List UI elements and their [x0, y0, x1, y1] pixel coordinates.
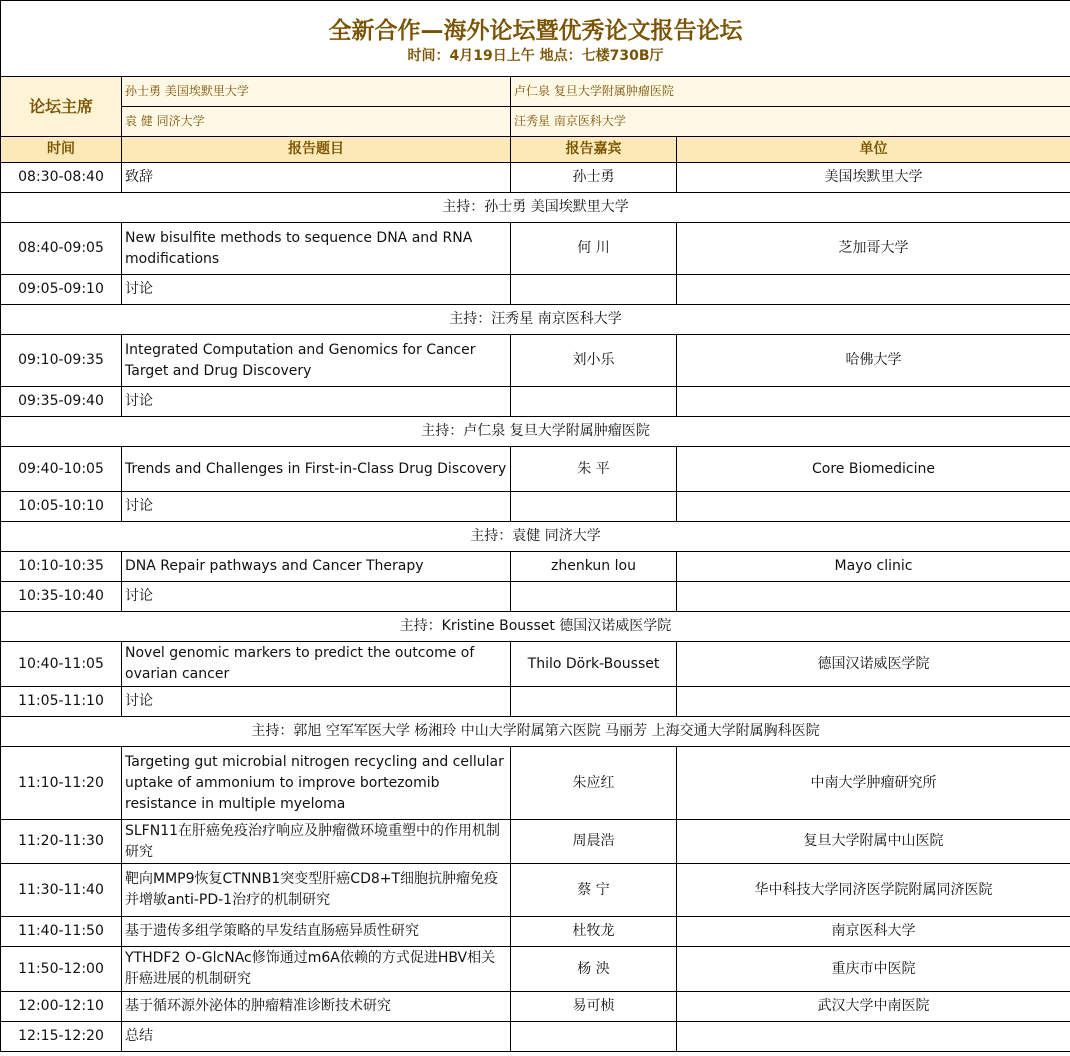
- chair-row-2: [1, 107, 1070, 137]
- speaker-cell: 朱应红: [511, 747, 677, 820]
- table-row: [1, 447, 1070, 492]
- time-cell: 09:05-09:10: [1, 275, 122, 305]
- host-text: 主持：汪秀星 南京医科大学: [1, 305, 1070, 335]
- unit-cell: 德国汉诺威医学院: [677, 642, 1070, 687]
- speaker-cell: [511, 275, 677, 305]
- topic-cell: 基于循环源外泌体的肿瘤精准诊断技术研究: [122, 992, 511, 1022]
- time-cell: 09:35-09:40: [1, 387, 122, 417]
- unit-cell: [677, 492, 1070, 522]
- time-cell: 11:40-11:50: [1, 917, 122, 947]
- speaker-cell: 孙士勇: [511, 163, 677, 193]
- speaker-cell: 蔡 宁: [511, 864, 677, 917]
- speaker-cell: [511, 492, 677, 522]
- time-cell: 11:05-11:10: [1, 687, 122, 717]
- chair-name: 孙士勇 美国埃默里大学: [122, 77, 511, 107]
- header-unit: 单位: [677, 137, 1070, 163]
- topic-cell: 总结: [122, 1022, 511, 1052]
- speaker-cell: 杨 泱: [511, 947, 677, 992]
- header-row: [1, 137, 1070, 163]
- unit-cell: 美国埃默里大学: [677, 163, 1070, 193]
- unit-cell: [677, 1022, 1070, 1052]
- topic-cell: DNA Repair pathways and Cancer Therapy: [122, 552, 511, 582]
- time-cell: 11:20-11:30: [1, 820, 122, 864]
- host-text: 主持：袁健 同济大学: [1, 522, 1070, 552]
- time-cell: 10:10-10:35: [1, 552, 122, 582]
- header-topic: 报告题目: [122, 137, 511, 163]
- title-row: [1, 1, 1070, 77]
- table-row: [1, 642, 1070, 687]
- time-cell: 09:40-10:05: [1, 447, 122, 492]
- host-row: [1, 612, 1070, 642]
- table-row: [1, 387, 1070, 417]
- topic-cell: Trends and Challenges in First-in-Class Drug Discovery: [122, 447, 511, 492]
- schedule-body: [1, 1, 1070, 1052]
- topic-cell: New bisulfite methods to sequence DNA and RNA modifications: [122, 223, 511, 275]
- topic-cell: 基于遗传多组学策略的早发结直肠癌异质性研究: [122, 917, 511, 947]
- table-row: [1, 552, 1070, 582]
- unit-cell: 武汉大学中南医院: [677, 992, 1070, 1022]
- table-row: [1, 223, 1070, 275]
- chair-name: 袁 健 同济大学: [122, 107, 511, 137]
- unit-cell: 芝加哥大学: [677, 223, 1070, 275]
- speaker-cell: [511, 1022, 677, 1052]
- host-row: [1, 717, 1070, 747]
- unit-cell: 南京医科大学: [677, 917, 1070, 947]
- time-cell: 10:35-10:40: [1, 582, 122, 612]
- time-cell: 08:40-09:05: [1, 223, 122, 275]
- topic-cell: Targeting gut microbial nitrogen recycling and cellular uptake of ammonium to improve bortezomib resistance in multiple myeloma: [122, 747, 511, 820]
- table-row: [1, 864, 1070, 917]
- chair-name: 卢仁泉 复旦大学附属肿瘤医院: [511, 77, 1070, 107]
- host-text: 主持：Kristine Bousset 德国汉诺威医学院: [1, 612, 1070, 642]
- unit-cell: [677, 387, 1070, 417]
- unit-cell: Mayo clinic: [677, 552, 1070, 582]
- table-row: [1, 947, 1070, 992]
- time-cell: 11:50-12:00: [1, 947, 122, 992]
- time-cell: 10:05-10:10: [1, 492, 122, 522]
- topic-cell: YTHDF2 O-GlcNAc修饰通过m6A依赖的方式促进HBV相关肝癌进展的机制研究: [122, 947, 511, 992]
- table-row: [1, 687, 1070, 717]
- topic-cell: SLFN11在肝癌免疫治疗响应及肿瘤微环境重塑中的作用机制研究: [122, 820, 511, 864]
- time-cell: 09:10-09:35: [1, 335, 122, 387]
- unit-cell: [677, 687, 1070, 717]
- host-text: 主持：郭旭 空军军医大学 杨湘玲 中山大学附属第六医院 马丽芳 上海交通大学附属胸科医院: [1, 717, 1070, 747]
- host-text: 主持：卢仁泉 复旦大学附属肿瘤医院: [1, 417, 1070, 447]
- time-cell: 12:15-12:20: [1, 1022, 122, 1052]
- speaker-cell: 朱 平: [511, 447, 677, 492]
- unit-cell: 复旦大学附属中山医院: [677, 820, 1070, 864]
- speaker-cell: 周晨浩: [511, 820, 677, 864]
- chair-label: 论坛主席: [1, 77, 122, 137]
- header-speaker: 报告嘉宾: [511, 137, 677, 163]
- table-row: [1, 335, 1070, 387]
- table-row: [1, 820, 1070, 864]
- unit-cell: [677, 275, 1070, 305]
- table-row: [1, 582, 1070, 612]
- unit-cell: 华中科技大学同济医学院附属同济医院: [677, 864, 1070, 917]
- time-cell: 11:30-11:40: [1, 864, 122, 917]
- table-row: [1, 917, 1070, 947]
- speaker-cell: 刘小乐: [511, 335, 677, 387]
- table-row: [1, 747, 1070, 820]
- speaker-cell: zhenkun lou: [511, 552, 677, 582]
- header-time: 时间: [1, 137, 122, 163]
- topic-cell: 讨论: [122, 275, 511, 305]
- host-text: 主持：孙士勇 美国埃默里大学: [1, 193, 1070, 223]
- topic-cell: 讨论: [122, 492, 511, 522]
- unit-cell: 中南大学肿瘤研究所: [677, 747, 1070, 820]
- page-subtitle: 时间：4月19日上午 地点：七楼730B厅: [407, 47, 664, 64]
- topic-cell: Novel genomic markers to predict the outcome of ovarian cancer: [122, 642, 511, 687]
- time-cell: 12:00-12:10: [1, 992, 122, 1022]
- speaker-cell: 何 川: [511, 223, 677, 275]
- time-cell: 10:40-11:05: [1, 642, 122, 687]
- unit-cell: 重庆市中医院: [677, 947, 1070, 992]
- topic-cell: 讨论: [122, 387, 511, 417]
- speaker-cell: [511, 687, 677, 717]
- speaker-cell: Thilo Dörk-Bousset: [511, 642, 677, 687]
- host-row: [1, 522, 1070, 552]
- speaker-cell: [511, 582, 677, 612]
- host-row: [1, 417, 1070, 447]
- unit-cell: 哈佛大学: [677, 335, 1070, 387]
- host-row: [1, 193, 1070, 223]
- unit-cell: Core Biomedicine: [677, 447, 1070, 492]
- topic-cell: 讨论: [122, 582, 511, 612]
- topic-cell: 讨论: [122, 687, 511, 717]
- table-row: [1, 1022, 1070, 1052]
- speaker-cell: 杜牧龙: [511, 917, 677, 947]
- topic-cell: Integrated Computation and Genomics for Cancer Target and Drug Discovery: [122, 335, 511, 387]
- speaker-cell: [511, 387, 677, 417]
- speaker-cell: 易可桢: [511, 992, 677, 1022]
- table-row: [1, 163, 1070, 193]
- table-row: [1, 275, 1070, 305]
- title-cell: [1, 1, 1070, 77]
- time-cell: 11:10-11:20: [1, 747, 122, 820]
- host-row: [1, 305, 1070, 335]
- chair-row-1: [1, 77, 1070, 107]
- topic-cell: 致辞: [122, 163, 511, 193]
- table-row: [1, 492, 1070, 522]
- page-title: 全新合作—海外论坛暨优秀论文报告论坛: [328, 17, 743, 44]
- unit-cell: [677, 582, 1070, 612]
- topic-cell: 靶向MMP9恢复CTNNB1突变型肝癌CD8+T细胞抗肿瘤免疫并增敏anti-PD-1治疗的机制研究: [122, 864, 511, 917]
- time-cell: 08:30-08:40: [1, 163, 122, 193]
- table-row: [1, 992, 1070, 1022]
- chair-name: 汪秀星 南京医科大学: [511, 107, 1070, 137]
